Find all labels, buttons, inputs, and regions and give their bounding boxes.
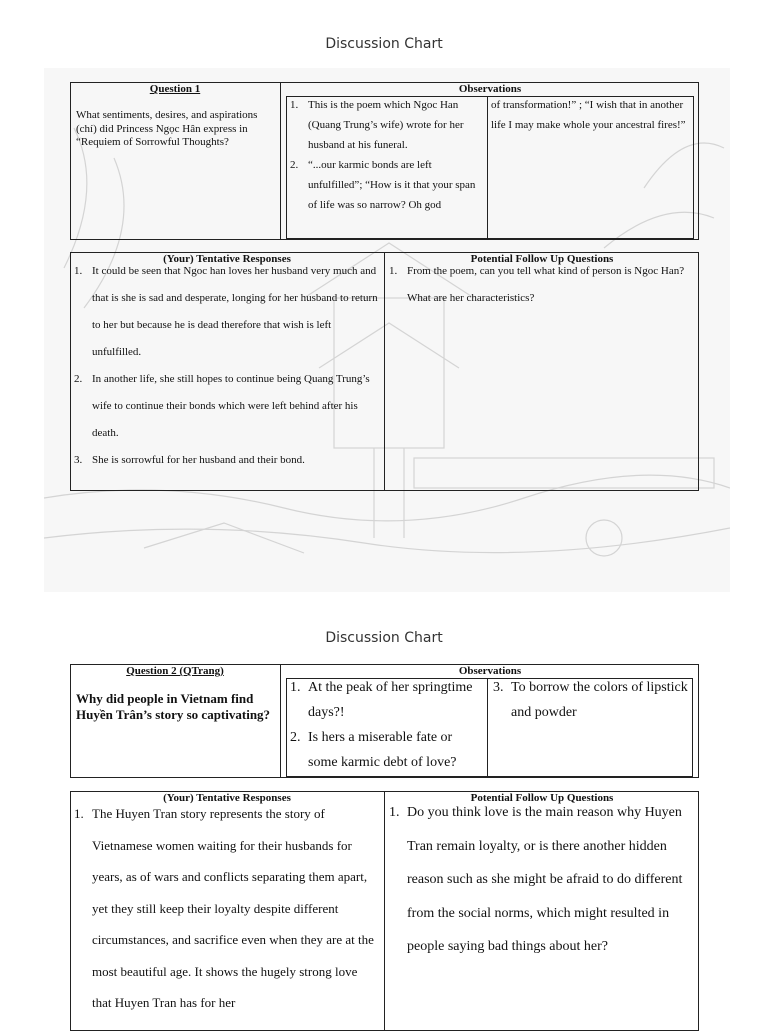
chart-2-question-header: Question 2 (QTrang)	[126, 665, 224, 677]
chart-2-responses-header: (Your) Tentative Responses	[163, 792, 291, 804]
chart-1-responses-list	[70, 258, 380, 474]
chart-2-observations-right-list	[489, 675, 689, 725]
chart-1-observations-list	[286, 95, 484, 215]
chart-2-observations-header: Observations	[458, 665, 522, 677]
chart-2-responses-list	[70, 798, 375, 1019]
list-item: 2. Is hers a miserable fate or some karmic debt of love?	[290, 730, 457, 770]
chart-1-top-divider	[280, 82, 281, 240]
list-item: 2. In another life, she still hopes to continue being Quang Trung’s wife to continue their bonds which were left behind after his death.	[74, 373, 370, 439]
chart-2-followup-header: Potential Follow Up Questions	[470, 792, 614, 804]
list-item: 1. At the peak of her springtime days?!	[290, 680, 473, 720]
chart-2-observations-inner-divider	[487, 678, 488, 777]
chart-1-observations-inner-divider	[487, 96, 488, 239]
list-item: 3. She is sorrowful for her husband and their bond.	[74, 454, 305, 466]
chart-1-followup-list	[385, 258, 685, 312]
chart-2-followup-list	[385, 796, 685, 964]
list-item: 1. The Huyen Tran story represents the story of Vietnamese women waiting for their husbands for years, as of wars and conflicts separating them apart, yet they still keep their loyalty despite different circumstances, and sacrifice even when they are at the most beautiful age. It shows the hugely strong love that Huyen Tran has for her	[74, 806, 374, 1010]
chart-1-observations-header: Observations	[458, 83, 522, 95]
chart-1-title: Discussion Chart	[325, 36, 443, 52]
list-item: 1. It could be seen that Ngoc han loves her husband very much and that is she is sad and desperate, longing for her husband to return to her but because he is dead therefore that wish is left unfulfilled.	[74, 265, 378, 358]
chart-2-observations-left-list	[286, 675, 482, 775]
list-item: 1. Do you think love is the main reason why Huyen Tran remain loyalty, or is there another hidden reason such as she might be afraid to do different from the social norms, which might resulted in people saying bad things about her?	[389, 805, 683, 954]
list-item: 2. “...our karmic bonds are left unfulfilled”; “How is it that your span of life was so narrow? Oh god	[290, 159, 476, 211]
chart-1-observations-continued: of transformation!” ; “I wish that in another life I may make whole your ancestral fires!”	[491, 99, 686, 131]
chart-1-question-text: What sentiments, desires, and aspirations (chí) did Princess Ngọc Hân express in “Requiem of Sorrowful Thoughts?	[76, 109, 258, 148]
chart-1-responses-header: (Your) Tentative Responses	[163, 253, 291, 265]
chart-2-top-divider	[280, 664, 281, 778]
list-item: 3. To borrow the colors of lipstick and powder	[493, 680, 688, 720]
chart-1-question-header: Question 1	[149, 83, 201, 95]
list-item: 1. This is the poem which Ngoc Han (Quang Trung’s wife) wrote for her husband at his funeral.	[290, 99, 464, 151]
chart-2-question-text: Why did people in Vietnam find Huyền Trân’s story so captivating?	[76, 691, 271, 722]
chart-1-followup-header: Potential Follow Up Questions	[470, 253, 614, 265]
list-item: 1. From the poem, can you tell what kind of person is Ngoc Han? What are her characteristics?	[389, 265, 685, 304]
chart-2-title: Discussion Chart	[325, 630, 443, 646]
